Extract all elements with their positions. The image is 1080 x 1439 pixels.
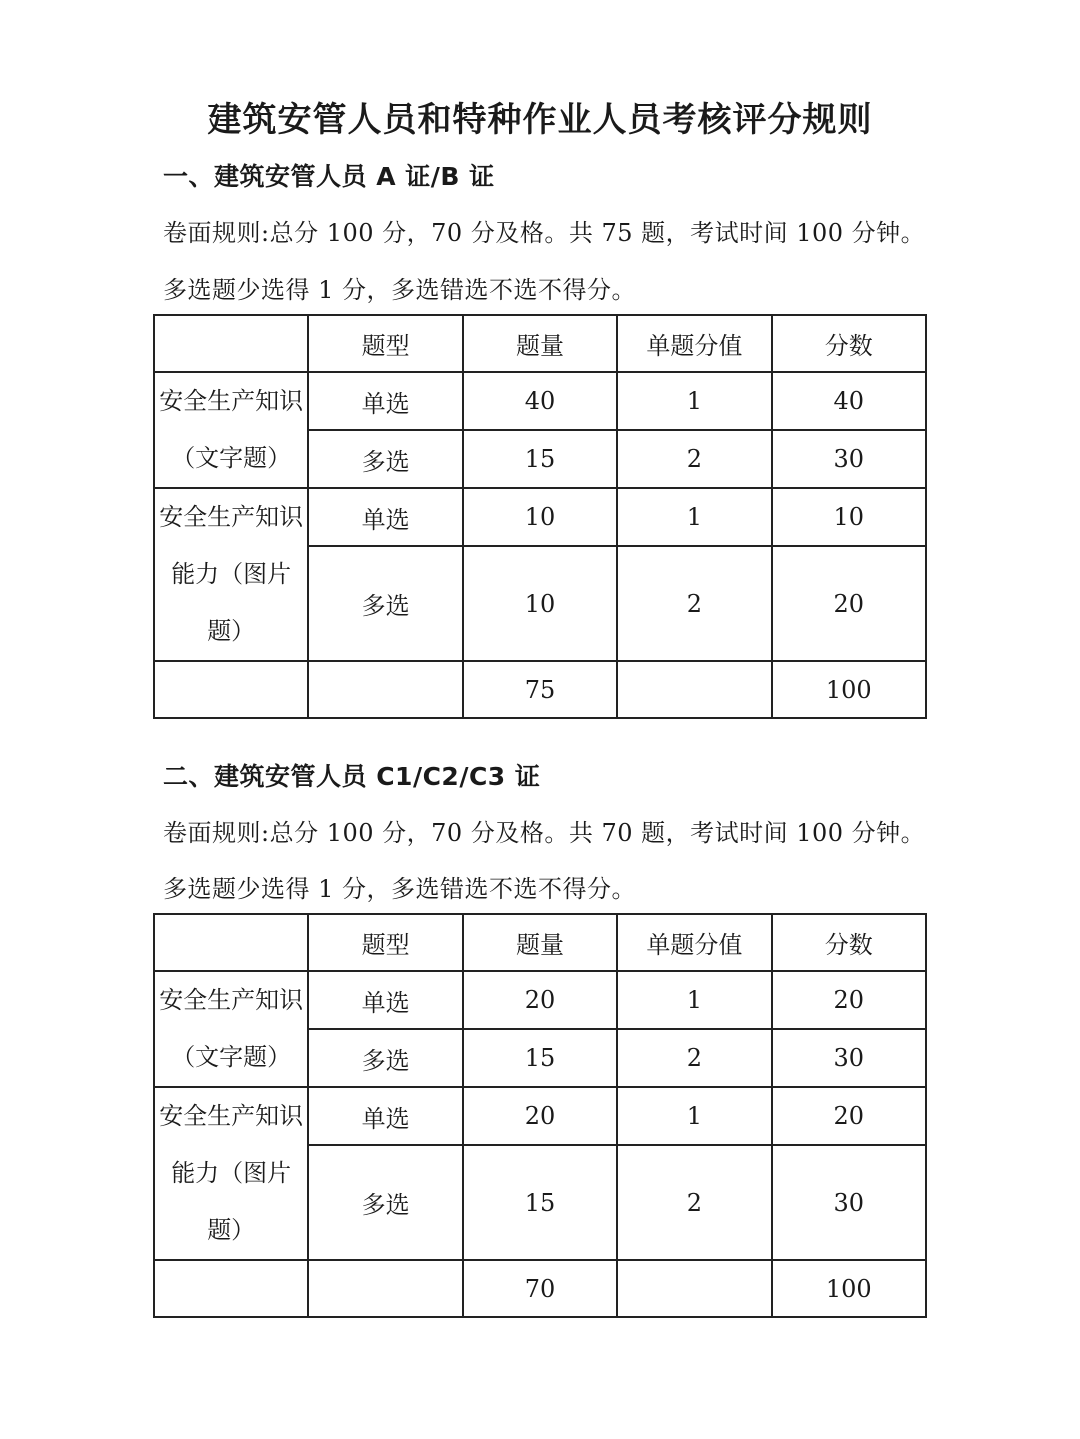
count-cell: 10 (463, 488, 617, 546)
section-1-rule-line-1: 卷面规则:总分 100 分，70 分及格。共 75 题，考试时间 100 分钟。 (163, 219, 926, 247)
unit-score-cell: 2 (617, 430, 771, 488)
score-cell: 10 (772, 488, 926, 546)
section-2-rule-line-1: 卷面规则:总分 100 分，70 分及格。共 70 题，考试时间 100 分钟。 (163, 819, 926, 847)
header-cell-count: 题量 (463, 315, 617, 372)
type-cell: 单选 (308, 1087, 462, 1145)
header-cell-score: 分数 (772, 315, 926, 372)
unit-score-cell: 2 (617, 546, 771, 661)
table-header-row (154, 914, 926, 971)
count-cell: 20 (463, 971, 617, 1029)
total-blank-cell (308, 1260, 462, 1317)
unit-score-cell: 2 (617, 1145, 771, 1260)
category-cell: 安全生产知识（文字题） (154, 971, 308, 1087)
table-row (154, 971, 926, 1029)
category-cell: 安全生产知识（文字题） (154, 372, 308, 488)
page-title: 建筑安管人员和特种作业人员考核评分规则 (207, 100, 873, 140)
type-cell: 单选 (308, 488, 462, 546)
section-1-score-table (153, 314, 927, 719)
total-score-cell: 100 (772, 661, 926, 718)
type-cell: 多选 (308, 1029, 462, 1087)
unit-score-cell: 2 (617, 1029, 771, 1087)
header-cell-blank (154, 914, 308, 971)
score-cell: 30 (772, 430, 926, 488)
score-cell: 20 (772, 1087, 926, 1145)
score-cell: 40 (772, 372, 926, 430)
table-row (154, 372, 926, 430)
header-cell-score: 分数 (772, 914, 926, 971)
total-blank-cell (617, 661, 771, 718)
type-cell: 单选 (308, 971, 462, 1029)
count-cell: 15 (463, 1029, 617, 1087)
unit-score-cell: 1 (617, 488, 771, 546)
header-cell-type: 题型 (308, 315, 462, 372)
header-cell-unit-score: 单题分值 (617, 914, 771, 971)
total-blank-cell (154, 661, 308, 718)
score-cell: 30 (772, 1145, 926, 1260)
count-cell: 10 (463, 546, 617, 661)
type-cell: 单选 (308, 372, 462, 430)
type-cell: 多选 (308, 430, 462, 488)
score-cell: 20 (772, 546, 926, 661)
unit-score-cell: 1 (617, 372, 771, 430)
unit-score-cell: 1 (617, 1087, 771, 1145)
unit-score-cell: 1 (617, 971, 771, 1029)
table-row (154, 488, 926, 546)
table-row (154, 1087, 926, 1145)
type-cell: 多选 (308, 546, 462, 661)
total-blank-cell (154, 1260, 308, 1317)
count-cell: 15 (463, 430, 617, 488)
table-total-row (154, 1260, 926, 1317)
score-cell: 30 (772, 1029, 926, 1087)
total-score-cell: 100 (772, 1260, 926, 1317)
section-2-score-table (153, 913, 927, 1318)
score-cell: 20 (772, 971, 926, 1029)
section-1-rule-line-2: 多选题少选得 1 分，多选错选不选不得分。 (163, 276, 637, 304)
count-cell: 20 (463, 1087, 617, 1145)
section-2-heading: 二、建筑安管人员 C1/C2/C3 证 (163, 762, 541, 791)
category-cell: 安全生产知识能力（图片题） (154, 488, 308, 661)
header-cell-blank (154, 315, 308, 372)
header-cell-count: 题量 (463, 914, 617, 971)
header-cell-type: 题型 (308, 914, 462, 971)
table-total-row (154, 661, 926, 718)
section-2-rule-line-2: 多选题少选得 1 分，多选错选不选不得分。 (163, 875, 637, 903)
total-count-cell: 75 (463, 661, 617, 718)
total-blank-cell (617, 1260, 771, 1317)
total-blank-cell (308, 661, 462, 718)
category-cell: 安全生产知识能力（图片题） (154, 1087, 308, 1260)
header-cell-unit-score: 单题分值 (617, 315, 771, 372)
table-header-row (154, 315, 926, 372)
count-cell: 40 (463, 372, 617, 430)
section-1-heading: 一、建筑安管人员 A 证/B 证 (163, 162, 495, 191)
type-cell: 多选 (308, 1145, 462, 1260)
count-cell: 15 (463, 1145, 617, 1260)
total-count-cell: 70 (463, 1260, 617, 1317)
